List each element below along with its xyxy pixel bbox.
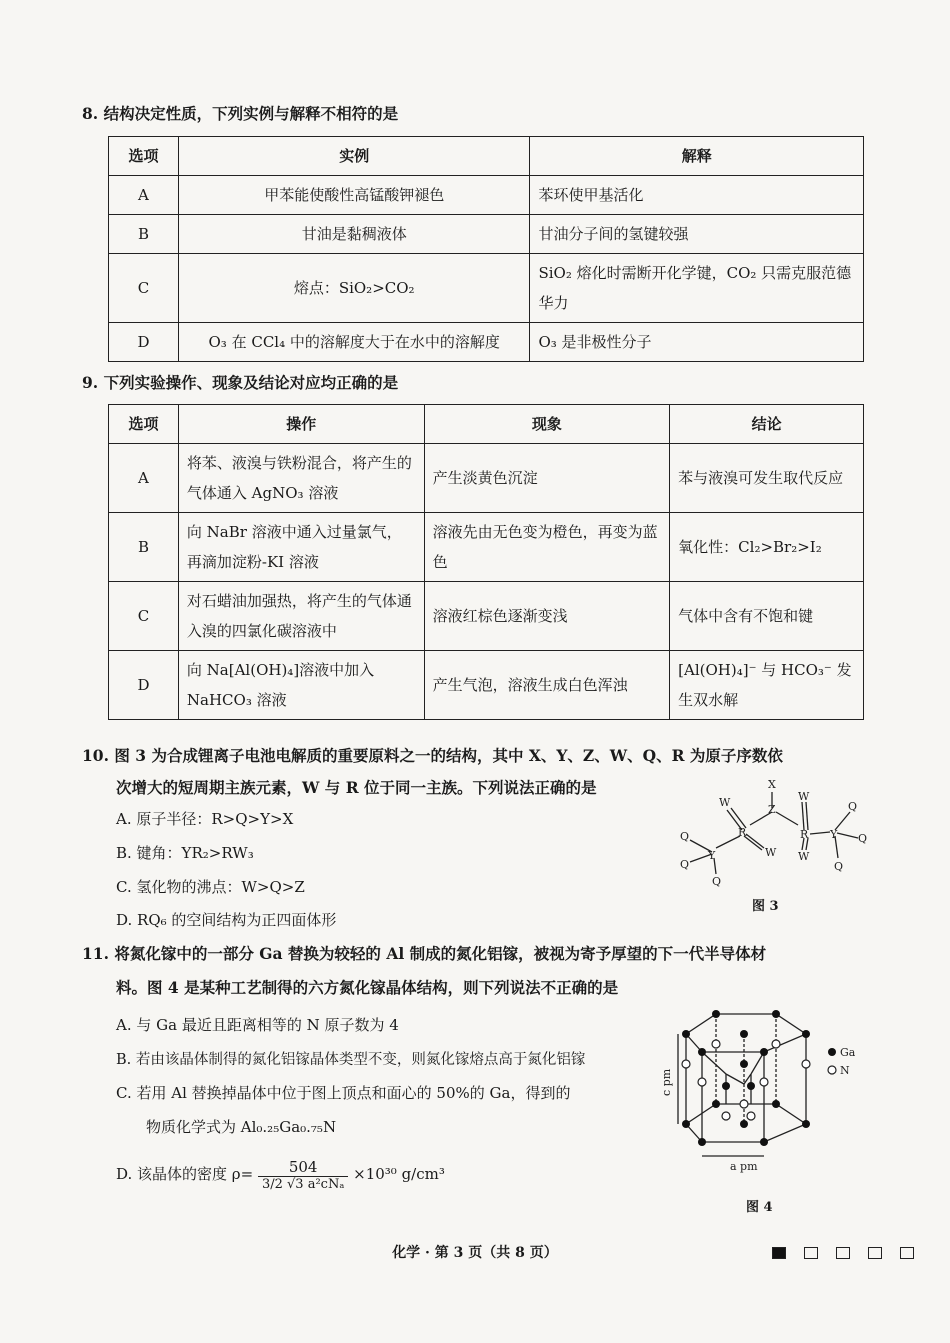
q9-row-phenomenon: 产生气泡，溶液生成白色浑浊 bbox=[424, 651, 670, 720]
fig3-molecule-structure bbox=[672, 770, 872, 895]
table-row bbox=[109, 513, 864, 582]
table-row bbox=[109, 582, 864, 651]
fig3-label: 图 3 bbox=[752, 899, 779, 914]
q8-header-option: 选项 bbox=[109, 137, 179, 176]
fig3-atom-q2: Q bbox=[680, 858, 690, 871]
q9-row-phenomenon: 溶液先由无色变为橙色，再变为蓝色 bbox=[424, 513, 670, 582]
q9-row-phenomenon: 产生淡黄色沉淀 bbox=[424, 444, 670, 513]
fig3-atom-r2: R bbox=[800, 828, 809, 841]
table-row bbox=[109, 323, 864, 362]
q9-row-option: B bbox=[109, 513, 179, 582]
q11-option-c-line1: C. 若用 Al 替换掉晶体中位于图上顶点和面心的 50%的 Ga，得到的 bbox=[116, 1084, 571, 1102]
q9-row-operation: 对石蜡油加强热，将产生的气体通入溴的四氯化碳溶液中 bbox=[178, 582, 424, 651]
q9-row-option: C bbox=[109, 582, 179, 651]
q9-row-operation: 将苯、液溴与铁粉混合，将产生的气体通入 AgNO₃ 溶液 bbox=[178, 444, 424, 513]
q9-row-conclusion: 氧化性：Cl₂>Br₂>I₂ bbox=[670, 513, 864, 582]
density-denominator: 3/2 √3 a²cNₐ bbox=[261, 1177, 345, 1192]
q8-row-example: 甲苯能使酸性高锰酸钾褪色 bbox=[178, 176, 530, 215]
q10-option-a: A. 原子半径：R>Q>Y>X bbox=[116, 810, 294, 828]
page-indicator bbox=[772, 1244, 932, 1263]
q11-option-d-suffix: ×10³⁰ g/cm³ bbox=[353, 1165, 445, 1183]
fig3-atom-q3: Q bbox=[712, 875, 722, 888]
page-indicator-square bbox=[900, 1247, 914, 1259]
q8-row-example: 甘油是黏稠液体 bbox=[178, 215, 530, 254]
table-row bbox=[109, 254, 864, 323]
q8-row-example: O₃ 在 CCl₄ 中的溶解度大于在水中的溶解度 bbox=[178, 323, 530, 362]
q8-header-example: 实例 bbox=[178, 137, 530, 176]
q8-row-example: 熔点：SiO₂>CO₂ bbox=[178, 254, 530, 323]
fig4-crystal-structure bbox=[656, 1004, 866, 1174]
q8-row-option: C bbox=[109, 254, 179, 323]
q8-stem: 8. 结构决定性质，下列实例与解释不相符的是 bbox=[82, 104, 399, 123]
fig3-atom-z: Z bbox=[768, 803, 776, 816]
density-fraction bbox=[258, 1158, 348, 1192]
q11-stem-line2: 料。图 4 是某种工艺制得的六方氮化镓晶体结构，则下列说法不正确的是 bbox=[116, 978, 619, 997]
q10-stem-line2: 次增大的短周期主族元素，W 与 R 位于同一主族。下列说法正确的是 bbox=[116, 778, 597, 797]
q8-table bbox=[108, 136, 864, 362]
q11-option-b: B. 若由该晶体制得的氮化铝镓晶体类型不变，则氮化镓熔点高于氮化铝镓 bbox=[116, 1052, 586, 1068]
q8-row-explain: 苯环使甲基活化 bbox=[530, 176, 864, 215]
fig3-atom-w2: W bbox=[765, 846, 777, 859]
fig3-atom-y2: Y bbox=[830, 828, 838, 841]
q10-stem-line1: 10. 图 3 为合成锂离子电池电解质的重要原料之一的结构，其中 X、Y、Z、W、Q、R 为原子序数依 bbox=[82, 746, 783, 765]
q10-option-d: D. RQ₆ 的空间结构为正四面体形 bbox=[116, 911, 337, 929]
table-row bbox=[109, 444, 864, 513]
q9-header-option: 选项 bbox=[109, 405, 179, 444]
q9-row-conclusion: [Al(OH)₄]⁻ 与 HCO₃⁻ 发生双水解 bbox=[670, 651, 864, 720]
q9-row-operation: 向 NaBr 溶液中通入过量氯气，再滴加淀粉-KI 溶液 bbox=[178, 513, 424, 582]
fig4-c-label: c pm bbox=[660, 1068, 673, 1096]
q9-row-conclusion: 气体中含有不饱和键 bbox=[670, 582, 864, 651]
q10-option-b: B. 键角：YR₂>RW₃ bbox=[116, 844, 254, 862]
page-footer: 化学 · 第 3 页（共 8 页） bbox=[392, 1245, 558, 1261]
fig3-atom-y1: Y bbox=[708, 849, 716, 862]
q9-row-operation: 向 Na[Al(OH)₄]溶液中加入 NaHCO₃ 溶液 bbox=[178, 651, 424, 720]
fig3-atom-q6: Q bbox=[834, 860, 844, 873]
page-indicator-square bbox=[868, 1247, 882, 1259]
fig4-legend-n: N bbox=[840, 1064, 850, 1077]
fig3-atom-w4: W bbox=[798, 850, 810, 863]
fig3-atom-x: X bbox=[768, 778, 776, 791]
fig3-atom-r1: R bbox=[738, 826, 747, 839]
table-row bbox=[109, 215, 864, 254]
table-row bbox=[109, 176, 864, 215]
q8-row-explain: O₃ 是非极性分子 bbox=[530, 323, 864, 362]
q8-row-explain: 甘油分子间的氢键较强 bbox=[530, 215, 864, 254]
q11-stem-line1: 11. 将氮化镓中的一部分 Ga 替换为较轻的 Al 制成的氮化铝镓，被视为寄予厚望的下一代半导体材 bbox=[82, 944, 767, 963]
q9-row-phenomenon: 溶液红棕色逐渐变浅 bbox=[424, 582, 670, 651]
q8-header-explain: 解释 bbox=[530, 137, 864, 176]
q9-header-operation: 操作 bbox=[178, 405, 424, 444]
q9-row-option: A bbox=[109, 444, 179, 513]
q9-table bbox=[108, 404, 864, 720]
q8-header-row bbox=[109, 137, 864, 176]
table-row bbox=[109, 651, 864, 720]
fig3-atom-q4: Q bbox=[848, 800, 858, 813]
fig4-legend-ga: Ga bbox=[840, 1046, 856, 1059]
q8-row-explain: SiO₂ 熔化时需断开化学键，CO₂ 只需克服范德华力 bbox=[530, 254, 864, 323]
fig4-label: 图 4 bbox=[746, 1200, 773, 1215]
q9-header-conclusion: 结论 bbox=[670, 405, 864, 444]
q11-option-d-prefix: D. 该晶体的密度 ρ= bbox=[116, 1165, 254, 1183]
q10-option-c: C. 氢化物的沸点：W>Q>Z bbox=[116, 878, 305, 896]
page-indicator-square bbox=[804, 1247, 818, 1259]
q9-header-phenomenon: 现象 bbox=[424, 405, 670, 444]
fig4-a-label: a pm bbox=[730, 1160, 758, 1173]
q8-row-option: B bbox=[109, 215, 179, 254]
fig3-atom-w1: W bbox=[719, 796, 731, 809]
q8-row-option: D bbox=[109, 323, 179, 362]
fig3-atom-q5: Q bbox=[858, 832, 868, 845]
q9-header-row bbox=[109, 405, 864, 444]
fig3-atom-q1: Q bbox=[680, 830, 690, 843]
density-numerator: 504 bbox=[258, 1158, 348, 1177]
q11-option-c-line2: 物质化学式为 Al₀.₂₅Ga₀.₇₅N bbox=[146, 1118, 337, 1136]
page-indicator-square bbox=[772, 1247, 786, 1259]
q9-row-option: D bbox=[109, 651, 179, 720]
page-indicator-square bbox=[836, 1247, 850, 1259]
q11-option-a: A. 与 Ga 最近且距离相等的 N 原子数为 4 bbox=[116, 1016, 399, 1034]
q8-row-option: A bbox=[109, 176, 179, 215]
q11-option-d bbox=[116, 1158, 445, 1192]
q9-stem: 9. 下列实验操作、现象及结论对应均正确的是 bbox=[82, 373, 399, 392]
fig3-atom-w3: W bbox=[798, 790, 810, 803]
q9-row-conclusion: 苯与液溴可发生取代反应 bbox=[670, 444, 864, 513]
